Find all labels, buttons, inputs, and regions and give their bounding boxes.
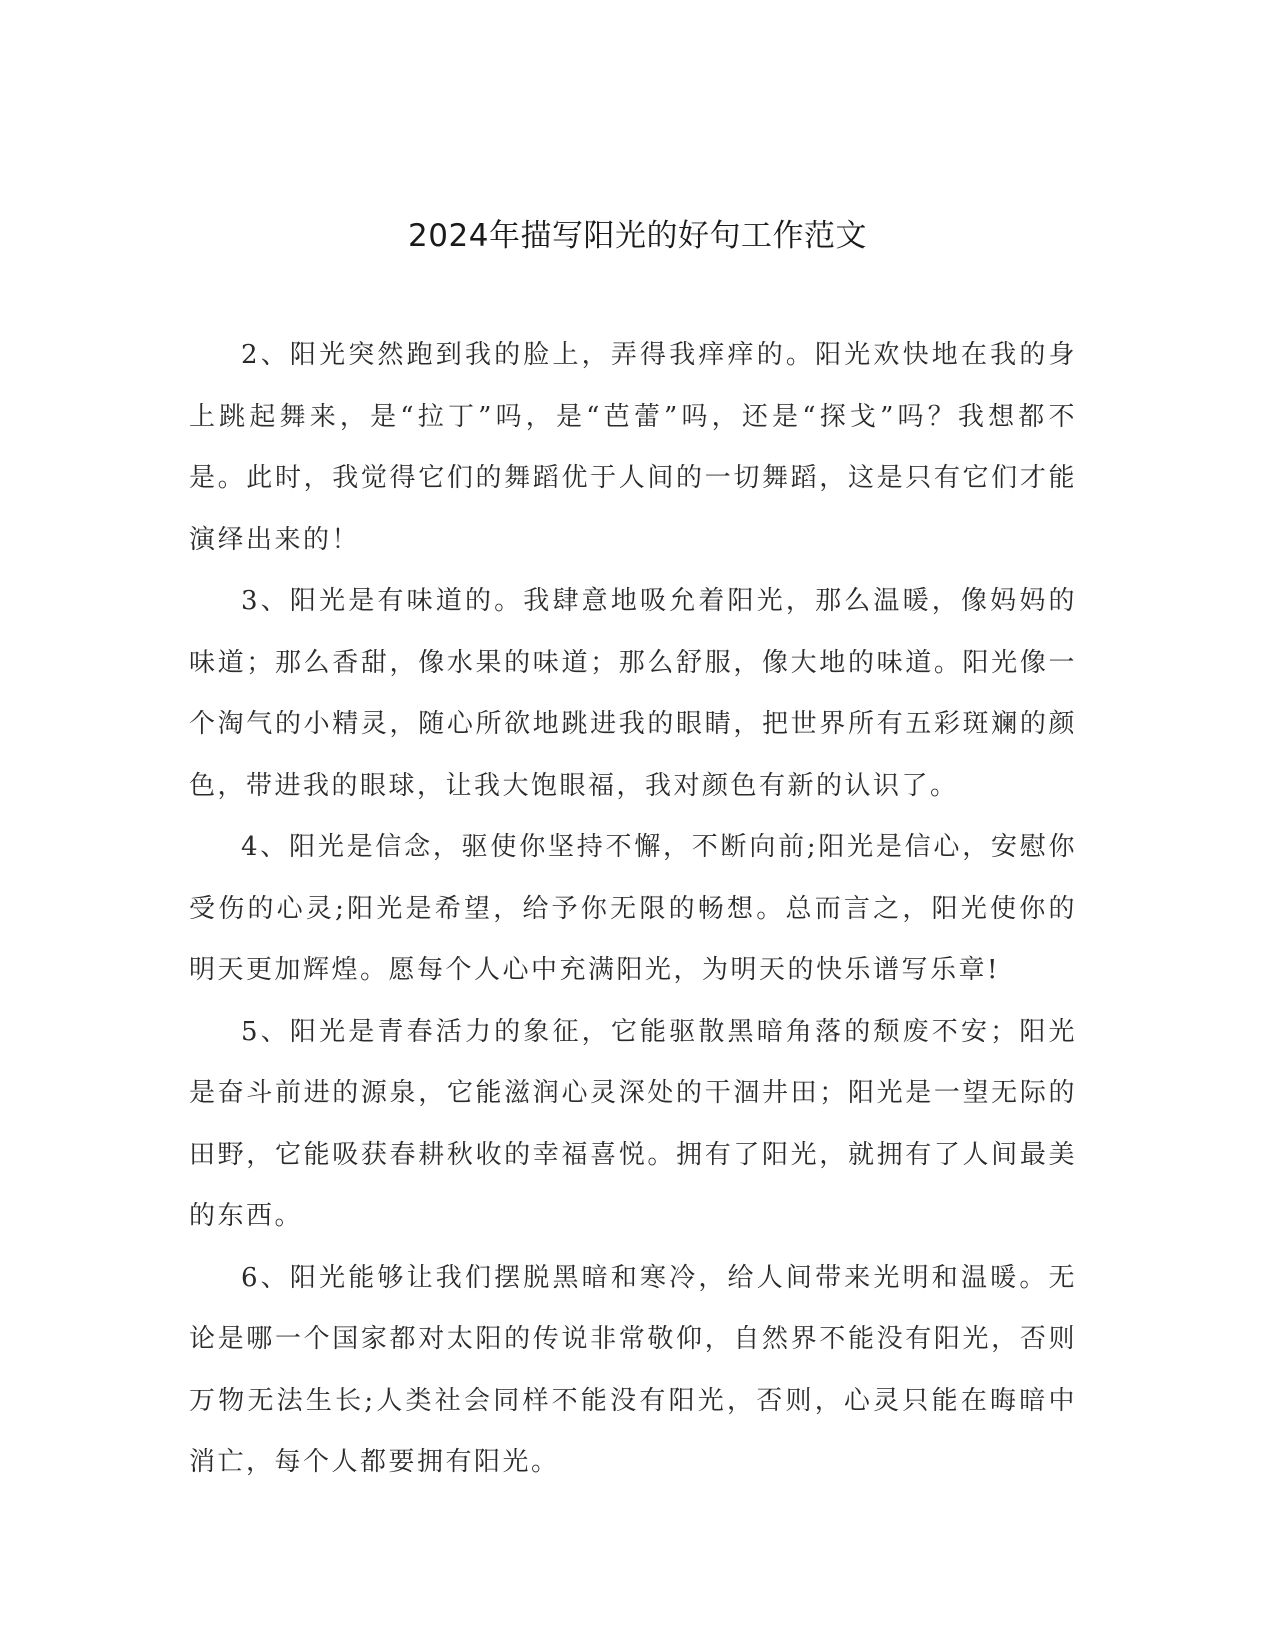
- paragraph-4: 4、阳光是信念，驱使你坚持不懈，不断向前;阳光是信心，安慰你受伤的心灵;阳光是希望，给予你无限的畅想。总而言之，阳光使你的明天更加辉煌。愿每个人心中充满阳光，为明天的快乐谱写乐章!: [189, 832, 1077, 985]
- paragraph-3: 3、阳光是有味道的。我肆意地吸允着阳光，那么温暖，像妈妈的味道；那么香甜，像水果的味道；那么舒服，像大地的味道。阳光像一个淘气的小精灵，随心所欲地跳进我的眼睛，把世界所有五彩斑斓的颜色，带进我的眼球，让我大饱眼福，我对颜色有新的认识了。: [189, 586, 1077, 801]
- paragraph-2: 2、阳光突然跑到我的脸上，弄得我痒痒的。阳光欢快地在我的身上跳起舞来，是“拉丁”吗，是“芭蕾”吗，还是“探戈”吗？我想都不是。此时，我觉得它们的舞蹈优于人间的一切舞蹈，这是只有它们才能演绎出来的！: [189, 340, 1077, 555]
- paragraph-6: 6、阳光能够让我们摆脱黑暗和寒冷，给人间带来光明和温暖。无论是哪一个国家都对太阳的传说非常敬仰，自然界不能没有阳光，否则万物无法生长;人类社会同样不能没有阳光，否则，心灵只能在晦暗中消亡，每个人都要拥有阳光。: [189, 1262, 1077, 1477]
- paragraph-5: 5、阳光是青春活力的象征，它能驱散黑暗角落的颓废不安；阳光是奋斗前进的源泉，它能滋润心灵深处的干涸井田；阳光是一望无际的田野，它能吸获春耕秋收的幸福喜悦。拥有了阳光，就拥有了人间最美的东西。: [189, 1016, 1077, 1231]
- document-body: [189, 325, 1077, 1494]
- document-title: 2024年描写阳光的好句工作范文: [408, 218, 867, 254]
